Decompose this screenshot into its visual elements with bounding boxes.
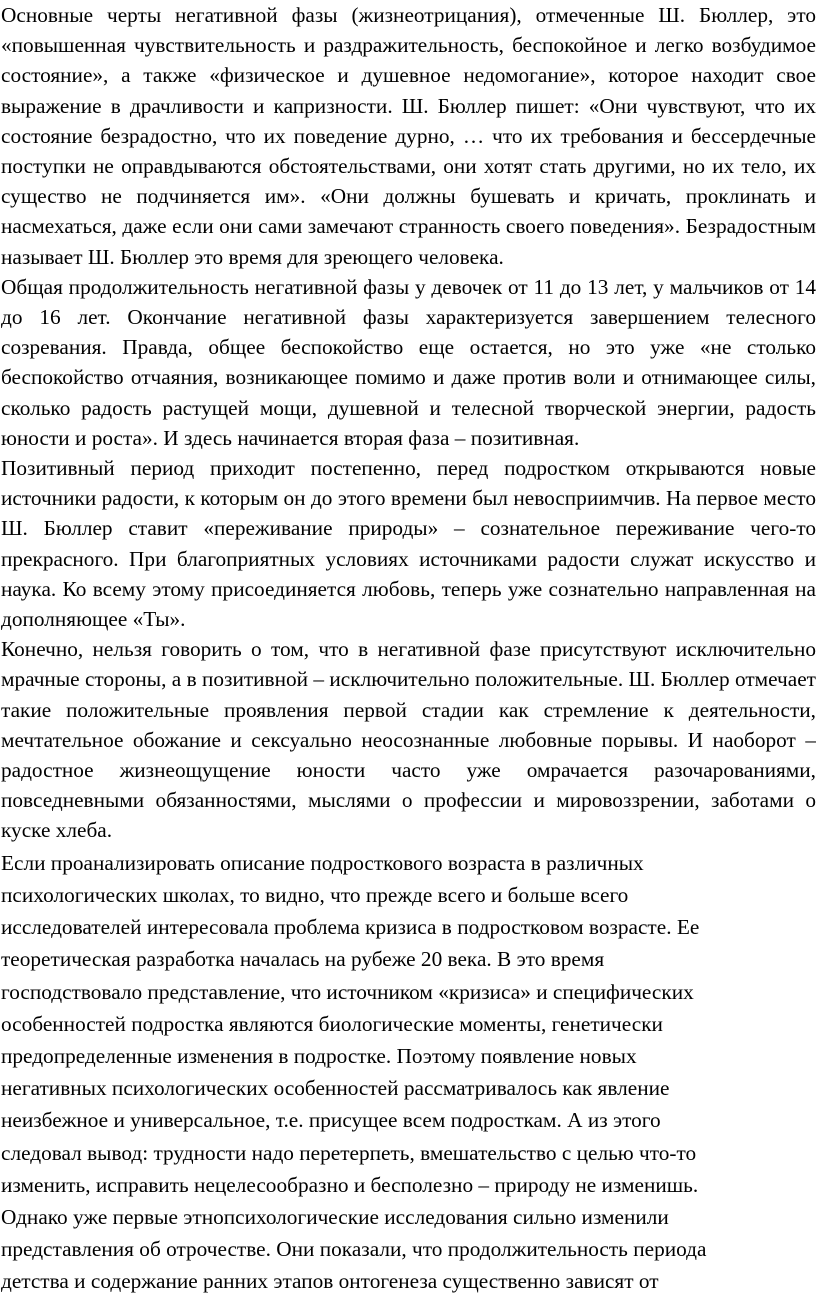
- paragraph-phase-nuances: Конечно, нельзя говорить о том, что в негативной фазе присутствуют исключительно мрачные стороны, а в позитивной – исключительно положительные. Ш. Бюллер отмечает такие положительные проявления первой стадии как стремление к деятельности, мечтательное обожание и сексуально неосознанные любовные порывы. И наоборот – радостное жизнеощущение юности часто уже омрачается разочарованиями, повседневными обязанностями, мыслями о профессии и мировоззрении, заботами о куске хлеба.: [1, 637, 816, 843]
- paragraph-negative-phase-traits: Основные черты негативной фазы (жизнеотрицания), отмеченные Ш. Бюллер, это «повышенная чувствительность и раздражительность, беспокойное и легко возбудимое состояние», а также «физическое и душевное недомогание», которое находит свое выражение в драчливости и капризности. Ш. Бюллер пишет: «Они чувствуют, что их состояние безрадостно, что их поведение дурно, … что их требования и бессердечные поступки не оправдываются обстоятельствами, они хотят стать другими, но их тело, их существо не подчиняется им». «Они должны бушевать и кричать, проклинать и насмехаться, даже если они сами замечают странность своего поведения». Безрадостным называет Ш. Бюллер это время для зреющего человека.: [1, 3, 816, 269]
- text-line: Если проанализировать описание подросткового возраста в различных: [1, 850, 644, 875]
- text-line: теоретическая разработка началась на рубеже 20 века. В это время: [1, 947, 605, 972]
- text-line: следовал вывод: трудности надо перетерпеть, вмешательство с целью что-то: [1, 1140, 697, 1165]
- text-line: детства и содержание ранних этапов онтогенеза существенно зависят от: [1, 1269, 659, 1294]
- paragraph-negative-phase-duration: Общая продолжительность негативной фазы у девочек от 11 до 13 лет, у мальчиков от 14 до 16 лет. Окончание негативной фазы характеризуется завершением телесного созревания. Правда, общее беспокойство еще остается, но это уже «не столько беспокойство отчаяния, возникающее помимо и даже против воли и отнимающее силы, сколько радость растущей мощи, душевной и телесной творческой энергии, радость юности и роста». И здесь начинается вторая фаза – позитивная.: [1, 274, 816, 450]
- text-line: неизбежное и универсальное, т.е. присущее всем подросткам. А из этого: [1, 1108, 661, 1133]
- text-line: исследователей интересовала проблема кризиса в подростковом возрасте. Ее: [1, 915, 700, 940]
- text-line: господствовало представление, что источником «кризиса» и специфических: [1, 979, 694, 1004]
- text-line: Однако уже первые этнопсихологические исследования сильно изменили: [1, 1204, 669, 1229]
- text-line: предопределенные изменения в подростке. Поэтому появление новых: [1, 1043, 637, 1068]
- text-line: особенностей подростка являются биологические моменты, генетически: [1, 1011, 663, 1036]
- paragraph-positive-period: Позитивный период приходит постепенно, перед подростком открываются новые источники радости, к которым он до этого времени был невосприимчив. На первое место Ш. Бюллер ставит «переживание природы» – сознательное переживание чего-то прекрасного. При благоприятных условиях источниками радости служат искусство и наука. Ко всему этому присоединяется любовь, теперь уже сознательно направленная на дополняющее «Ты».: [1, 456, 816, 632]
- text-line: представления об отрочестве. Они показали, что продолжительность периода: [1, 1237, 707, 1262]
- text-line: изменить, исправить нецелесообразно и бесполезно – природу не изменишь.: [1, 1172, 699, 1197]
- text-line: негативных психологических особенностей рассматривалось как явление: [1, 1076, 670, 1101]
- text-line: психологических школах, то видно, что прежде всего и больше всего: [1, 882, 629, 907]
- paragraph-crisis-analysis: [1, 846, 816, 1298]
